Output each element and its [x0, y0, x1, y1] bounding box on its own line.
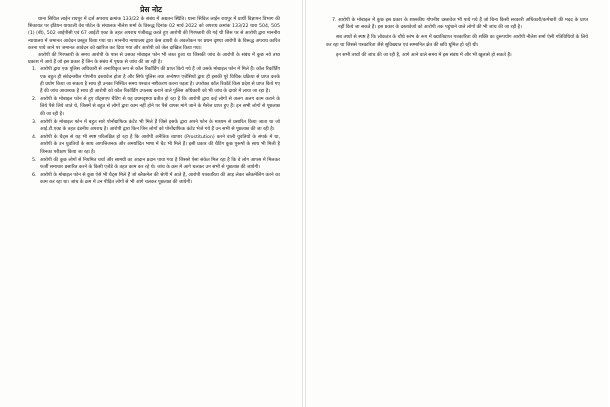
conclusion-paragraph: सब तथ्यों से स्पष्ट है कि लोकतंत्र के चौथे स्तंभ के रूप में ख्यातिप्राप्त पत्रकारिता की शक्ति का दुरूपयोग आरोपी नीलेश शर्मा ऐसी गतिविधियों के लिये कर रहा था जिससे पत्रकारिता जैसे सुविख्यात एवं सम्मानित क्षेत्र की छवि धूमिल हो रही थी।: [326, 35, 588, 48]
finding-3: 3. आरोपी के मोबाइल फोन में बहुत सारे पोर्नोग्राफिक कंटेंट भी मिले हैं जिसे इसके द्वारा अपने फोन के माध्यम से प्रसारित किया जाता था जो आई.टी.एक्ट के तहत दंडनीय अपराध है। आरोपी द्वारा किन जिन लोगों को पोर्नोग्राफिक कंटेंट भेजे गये हैं उन सभी से पूछताछ की जा रही है।: [38, 119, 280, 133]
press-note-continuation: [326, 17, 588, 59]
finding-1: 1. आरोपी द्वारा एक पुलिस अधिकारी से अनाधिकृत रूप से कॉल रिकॉर्डिंग की प्राप्त किये गये हैं जो उसके मोबाइल फोन में मिले हैं। कॉल रिकॉर्डिंग एक बहुत ही संवेदनशील गोपनीय दस्तावेज होता है और सिर्फ पुलिस तथा अन्वेषण एजेंसियों द्वारा ही इसकी पूरे विधिक प्रक्रिया से प्राप्त करके ही प्रयोग किया जा सकता है साथ ही उनका निश्चित समय पश्चात नष्टीकरण करना पड़ता है। उपरोक्त कॉल रिकॉर्ड किस प्रदेश से प्राप्त किये गए हैं की जांच आवश्यक है साथ ही आरोपी को कॉल रिकॉर्डिंग उपलब्ध कराने वाले पुलिस अधिकारी को भी जांच के दायरे में लाया जा रहा है।: [38, 66, 280, 95]
press-note-body: [28, 16, 280, 188]
findings-list: [28, 66, 280, 186]
finding-5: 5. आरोपी की कुछ लोगों से नियमित चर्चा और सामग्री का आदान प्रदान पाया गया है जिससे ऐसा संकेत मिल रहा है कि वे लोग आपस में मिलकर फर्जी समाचार प्रसारित करने के किसी एजेंडे के तहत काम कर रहे थे। जांच के क्रम में आगे चलकर उन सभी से पूछताछ की जायेगी।: [38, 157, 280, 171]
press-note-page-1: [0, 0, 303, 407]
press-note-page-2: [305, 0, 608, 407]
intro-paragraph-1: थाना सिविल लाईन रायपुर में दर्ज अपराध क्रमांक 133/22 के संबंध में अद्यतन स्थिति। थाना सिविल लाईन रायपुर में प्रार्थी विज्ञापन विभाग की शिकायत पर इंडियन यायटली वेब पोर्टल के संचालक नीलेश शर्मा के विरूद्ध दिनांक 02 मार्च 2022 को अपराध क्रमांक 133/22 धारा 504, 505 (1) (बी), 502 आईपीसी एवं 67 आईटी एक्ट के तहत अपराध पंजीबद्ध करते हुए आरोपी की गिरफ्तारी की गई थी जिस पर से आरोपी द्वारा माननीय न्यायालय में जमानत आवेदन प्रस्तुत किया गया था। माननीय न्यायालय द्वारा केस डायरी के अवलोकन पर प्रथम दृष्टया आरोपी के विरूद्ध अपराध कारित करना पाये जाने पर जमानत आवेदन को खारिज कर दिया गया और आरोपी को जेल दाखिल किया गया।: [28, 17, 280, 51]
finding-6: 6. आरोपी के मोबाइल फोन से कुछ ऐसे भी चैट्स मिले हैं जो ब्लैकमेल की श्रेणी में आते हैं, आरोपी पत्रकारिता की आड़ लेकर ब्लैकमेलिंग करने का काम कर रहा था। जांच के क्रम में उन पीड़ित लोगों से भी आगे चलकर पूछताछ की जायेगी।: [38, 172, 280, 186]
finding-7: 7. आरोपी के मोबाइल में कुछ इस प्रकार के शासकीय गोपनीय दस्तावेज भी पाये गये हैं जो बिना किसी सरकारी अधिकारी/कर्मचारी की मदद के प्राप्त नहीं किये जा सकते हैं। इस प्रकार के दस्तावेजों को आरोपी तक पहुंचाने वाले लोगों की भी जांच की जा रही है।: [338, 17, 588, 31]
finding-2: 2. आरोपी के मोबाइल फोन से हुए वॉट्सएप चैटिंग से यह प्रथमदृष्टया प्रतीत हो रहा है कि आरोपी द्वारा कई लोगों से अलग अलग काम कराने के लिये पैसे लिये जाते थे, जिसमें से बहुत से लोगों द्वारा काम नहीं होने पर पैसे वापस मांगे जाने के मैसेज प्राप्त हुए हैं। इन सभी लोगों से पूछताछ की जा रही है।: [38, 96, 280, 118]
finding-4: 4. आरोपी के चैट्स से यह भी स्पष्ट परिलक्षित हो रहा है कि आरोपी अनैतिक व्यापार (Prostitution) करने वाली युवतियों के संपर्क में था, आरोपी के उन युवतियों के साथ आपत्तिजनक और अमर्यादित भाषा में चैट भी मिले हैं। इसी प्रकार की चैटिंग कुछ पुरूषों के साथ भी मिली है जिनका परीक्षण किया जा रहा है।: [38, 134, 280, 156]
intro-paragraph-2: आरोपी की गिरफ्तारी के समय आरोपी के पास से उसका मोबाइल फोन भी जब्त हुआ था जिसकी जांच के आरोपी के संबंध में कुछ नये तथ्य प्रकाश में आये हैं जो इस प्रकार हैं जिन के संबंध में पृथक से जांच की जा रही है।: [28, 53, 280, 66]
findings-list-continued: [326, 17, 588, 31]
closing-paragraph: इन सभी तथ्यों की जांच की जा रही है, आगे आने वाले समय में इस संबंध में और भी खुलासे हो सकते हैं।: [336, 52, 512, 58]
page-title: प्रेस नोट: [140, 5, 162, 14]
